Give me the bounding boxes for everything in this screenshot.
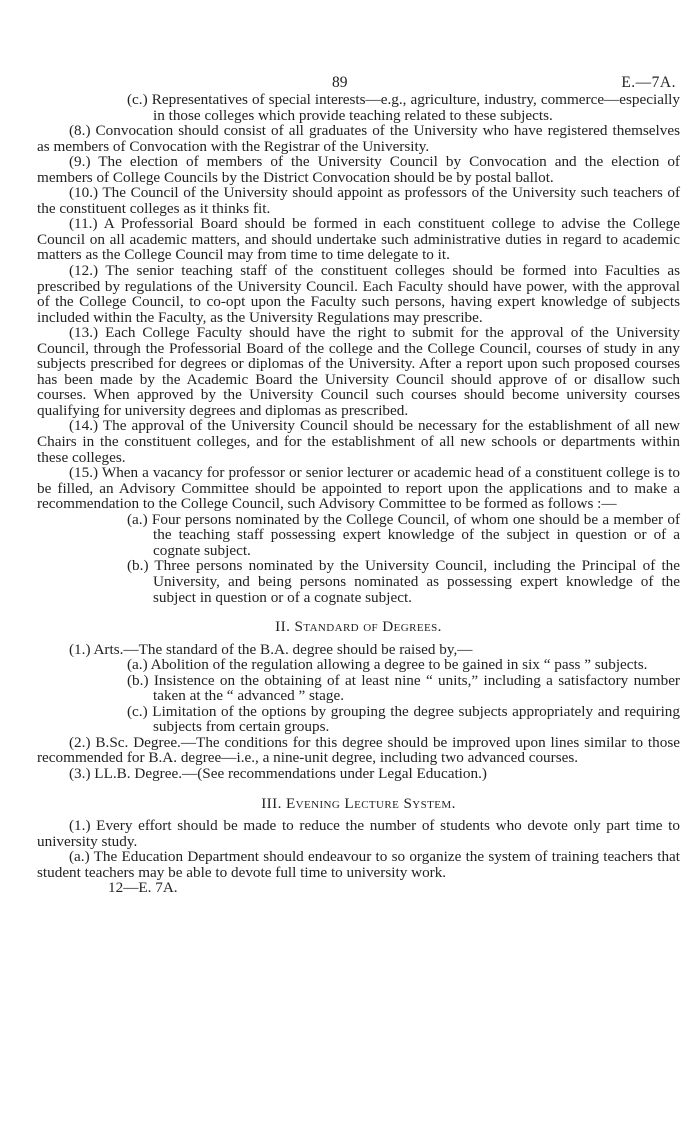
paragraph-8: (8.) Convocation should consist of all graduates of the University who have registered themselves as members of Convocation with the Registrar of the University. <box>37 122 680 155</box>
section-heading-standard-of-degrees: II. Standard of Degrees. <box>275 618 442 636</box>
evening-paragraph-a: (a.) The Education Department should endeavour to so organize the system of training teachers that student teachers may be able to devote full time to university work. <box>37 848 680 881</box>
degrees-paragraph-1c: (c.) Limitation of the options by grouping the degree subjects appropriately and requiring subjects from certain groups. <box>127 702 680 736</box>
paragraph-15b: (b.) Three persons nominated by the University Council, including the Principal of the University, and being persons nominated as possessing expert knowledge of the subject in question or of a cognate subject. <box>127 557 680 606</box>
evening-paragraph-1: (1.) Every effort should be made to reduce the number of students who devote only part time to university study. <box>37 817 680 850</box>
degrees-paragraph-1b: (b.) Insistence on the obtaining of at least nine “ units,” including a satisfactory number taken at the “ advanced ” stage. <box>127 671 680 705</box>
degrees-paragraph-3: (3.) LL.B. Degree.—(See recommendations under Legal Education.) <box>69 764 487 782</box>
degrees-paragraph-1a: (a.) Abolition of the regulation allowing a degree to be gained in six “ pass ” subjects. <box>127 656 648 674</box>
paragraph-12: (12.) The senior teaching staff of the constituent colleges should be formed into Faculties as prescribed by regulations of the University Council. Each Faculty should have power, with the approval of the College Council, to co-opt upon the Faculty such persons, having expert knowledge of subjects included within the Faculty, as the University Regulations may prescribe. <box>37 262 680 326</box>
paragraph-11: (11.) A Professorial Board should be formed in each constituent college to advise the College Council on all academic matters, and should undertake such administrative duties in regard to academic matters as the College Council may from time to time delegate to it. <box>37 215 680 264</box>
degrees-paragraph-2: (2.) B.Sc. Degree.—The conditions for this degree should be improved upon lines similar to those recommended for B.A. degree—i.e., a nine-unit degree, including two advanced courses. <box>37 733 680 767</box>
paragraph-10: (10.) The Council of the University should appoint as professors of the University such teachers of the constituent colleges as it thinks fit. <box>37 184 680 217</box>
paragraph-14: (14.) The approval of the University Council should be necessary for the establishment of all new Chairs in the constituent colleges, and for the establishment of all new schools or departments within these colleges. <box>37 417 680 466</box>
paragraph-15a: (a.) Four persons nominated by the College Council, of whom one should be a member of the teaching staff possessing expert knowledge of the subject in question or of a cognate subject. <box>127 510 680 559</box>
paragraph-15: (15.) When a vacancy for professor or senior lecturer or academic head of a constituent college is to be filled, an Advisory Committee should be appointed to report upon the applications and to make a recommendation to the College Council, such Advisory Committee to be formed as follows :— <box>37 464 680 513</box>
paragraph-7c: (c.) Representatives of special interests—e.g., agriculture, industry, commerce—especially in those colleges which provide teaching related to these subjects. <box>127 91 680 124</box>
section-heading-evening-lecture-system: III. Evening Lecture System. <box>261 794 456 812</box>
page-body <box>37 92 680 896</box>
page-number: 89 <box>332 74 348 91</box>
degrees-paragraph-1: (1.) Arts.—The standard of the B.A. degree should be raised by,— <box>69 640 473 658</box>
paragraph-9: (9.) The election of members of the University Council by Convocation and the election of members of College Councils by the District Convocation should be by postal ballot. <box>37 153 680 186</box>
page-footer-signature: 12—E. 7A. <box>108 879 178 897</box>
paragraph-13: (13.) Each College Faculty should have the right to submit for the approval of the University Council, through the Professorial Board of the college and the College Council, courses of study in any subjects prescribed for degrees or diplomas of the University. After a report upon such proposed courses has been made by the Academic Board the University Council should approve of or disallow such courses. When approved by the University Council such courses should become university courses qualifying for university degrees and diplomas as prescribed. <box>37 324 680 419</box>
document-reference: E.—7A. <box>621 74 676 91</box>
